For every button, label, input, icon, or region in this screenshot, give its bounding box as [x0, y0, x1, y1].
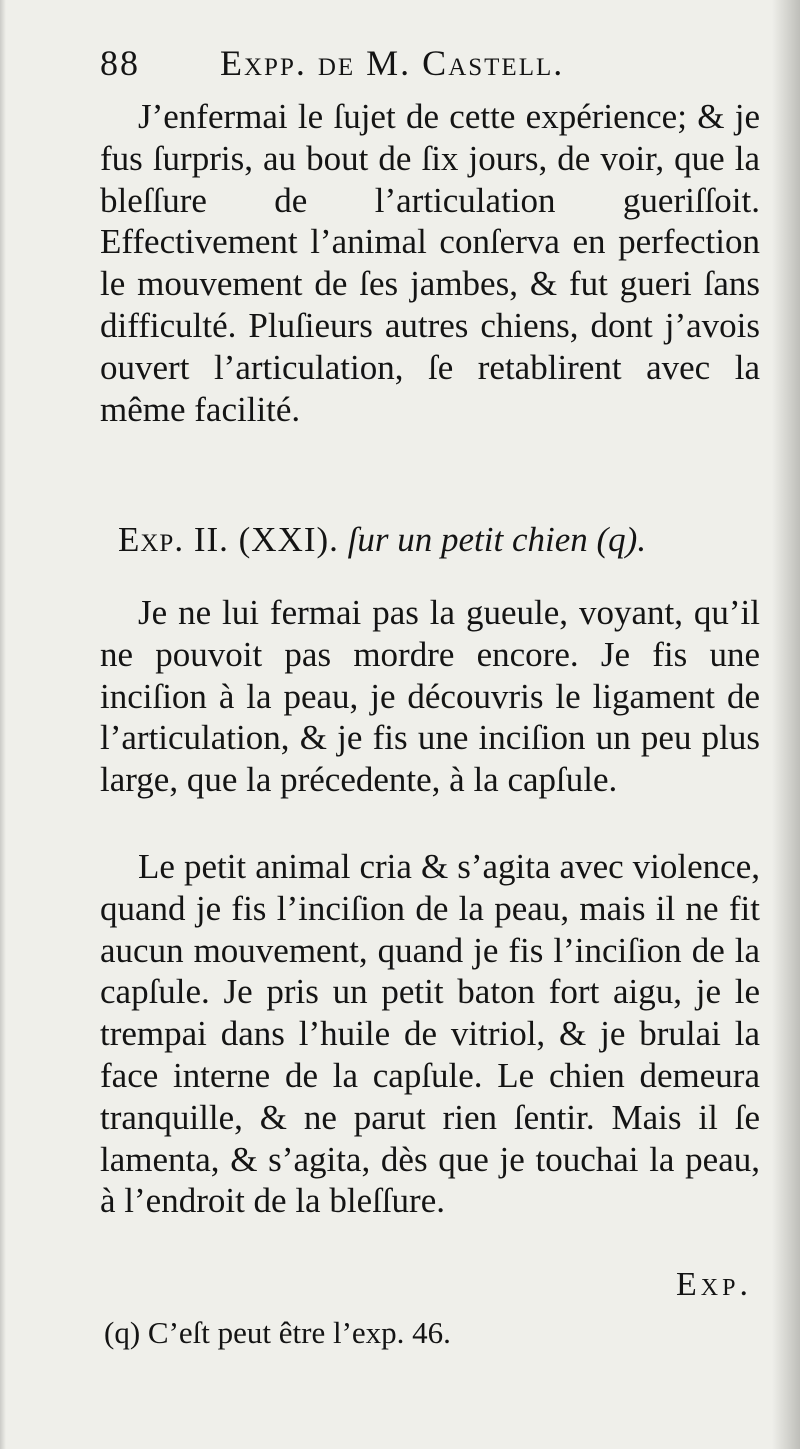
paragraph-2: Je ne lui fermai pas la gueule, voyant, qu’il ne pouvoit pas mordre encore. Je fis une inciſion à la peau, je découvris le ligament de l’articulation, & je fis une inciſion un peu plus large, que la précedente, à la capſule. — [100, 593, 760, 800]
footnote: (q) C’eſt peut être l’exp. 46. — [104, 1315, 451, 1350]
page-gutter-shadow — [0, 0, 6, 1449]
page-number: 88 — [100, 43, 140, 83]
paragraph-3: Le petit animal cria & s’agita avec violence, quand je fis l’inciſion de la peau, mais il ne fit aucun mouvement, quand je fis l’inciſion de la capſule. Je pris un petit baton fort aigu, je le trempai dans l’huile de vitriol, & je brulai la face interne de la capſule. Le chien demeura tranquille, & ne parut rien ſentir. Mais il ſe lamenta, & s’agita, dès que je touchai la peau, à l’endroit de la bleſſure. — [100, 847, 760, 1221]
running-title: Expp. de M. Castell. — [220, 43, 565, 83]
page-edge-shadow — [772, 0, 800, 1449]
paragraph-1: J’enfermai le ſujet de cette expérience; & je fus ſurpris, au bout de ſix jours, de voir, que la bleſſure de l’articulation gueriſſoit. Effectivement l’animal conſerva en perfection le mouvement de ſes jambes, & fut gueri ſans difficulté. Pluſieurs autres chiens, dont j’avois ouvert l’articulation, ſe retablirent avec la même facilité. — [100, 97, 760, 429]
section-heading — [118, 518, 758, 562]
experiment-subject: ſur un petit chien (q). — [347, 520, 647, 559]
catchword: Exp. — [676, 1266, 752, 1303]
experiment-label: Exp. II. (XXI). — [118, 520, 339, 559]
running-head — [100, 42, 660, 92]
